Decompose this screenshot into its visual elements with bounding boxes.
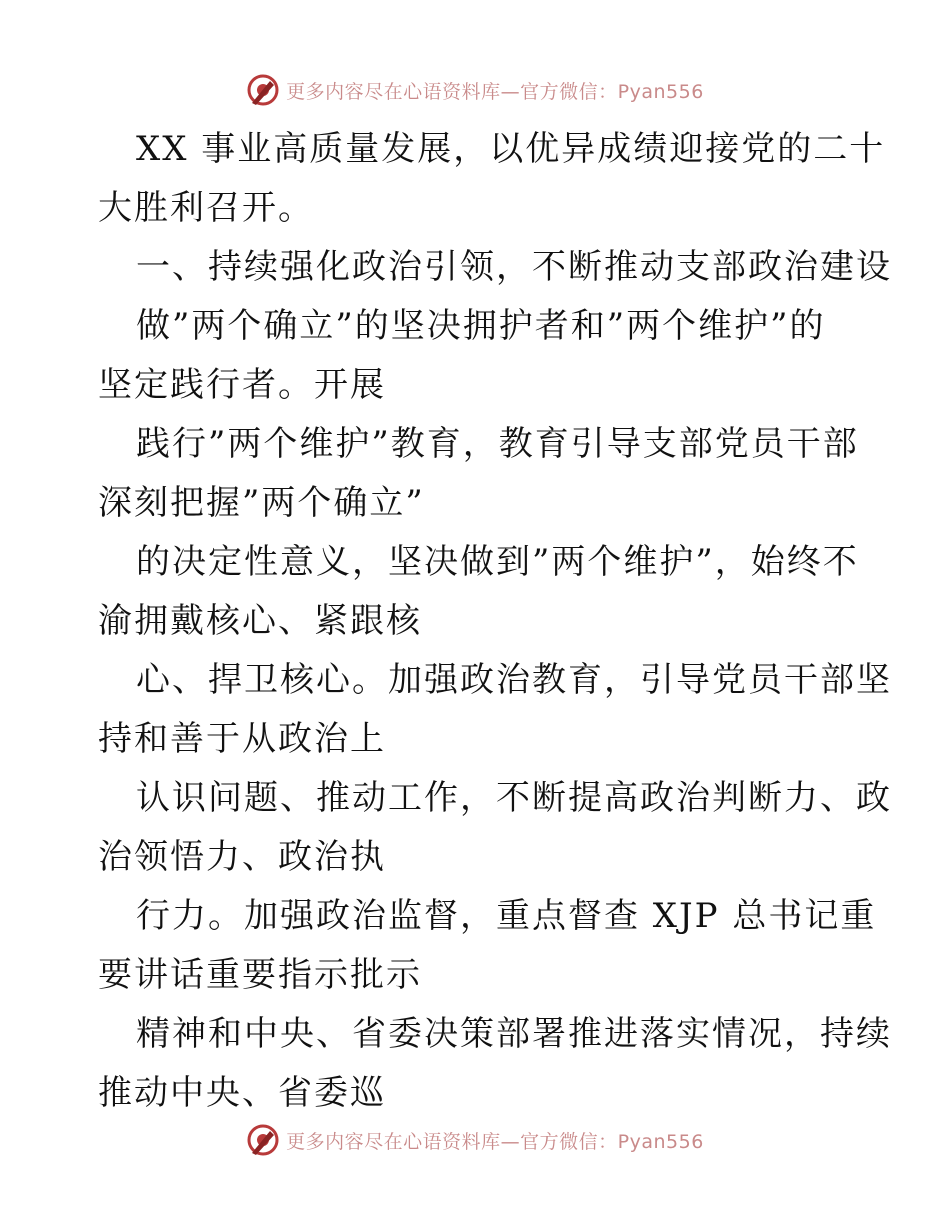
header-watermark: [0, 70, 950, 110]
text-line: 持和善于从政治上: [98, 719, 386, 759]
section-heading: 一、持续强化政治引领，不断推动支部政治建设: [136, 247, 892, 287]
text-line: 践行”两个维护”教育，教育引导支部党员干部: [136, 424, 859, 464]
text-line: 坚定践行者。开展: [98, 365, 386, 405]
text-line: 做”两个确立”的坚决拥护者和”两个维护”的: [136, 306, 826, 346]
text-line: 渝拥戴核心、紧跟核: [98, 601, 422, 641]
footer-watermark: [0, 1120, 950, 1160]
watermark-text: 更多内容尽在心语资料库—官方微信：Pyan556: [286, 80, 704, 103]
text-line: 推动中央、省委巡: [98, 1073, 386, 1113]
text-line: 深刻把握”两个确立”: [98, 483, 425, 523]
text-line: 认识问题、推动工作，不断提高政治判断力、政: [136, 778, 892, 818]
text-line: 心、捍卫核心。加强政治教育，引导党员干部坚: [136, 660, 892, 700]
pen-logo-icon: [246, 73, 280, 107]
watermark-text: 更多内容尽在心语资料库—官方微信：Pyan556: [286, 1130, 704, 1153]
text-line: 的决定性意义，坚决做到”两个维护”，始终不: [136, 542, 859, 582]
text-line: 大胜利召开。: [98, 188, 314, 228]
pen-logo-icon: [246, 1123, 280, 1157]
text-line: 治领悟力、政治执: [98, 837, 386, 877]
text-line: 行力。加强政治监督，重点督查 XJP 总书记重: [136, 896, 877, 936]
text-line: 要讲话重要指示批示: [98, 955, 422, 995]
document-body: [98, 120, 892, 1123]
text-line: 精神和中央、省委决策部署推进落实情况，持续: [136, 1014, 892, 1054]
text-line: XX 事业高质量发展，以优异成绩迎接党的二十: [136, 129, 886, 169]
